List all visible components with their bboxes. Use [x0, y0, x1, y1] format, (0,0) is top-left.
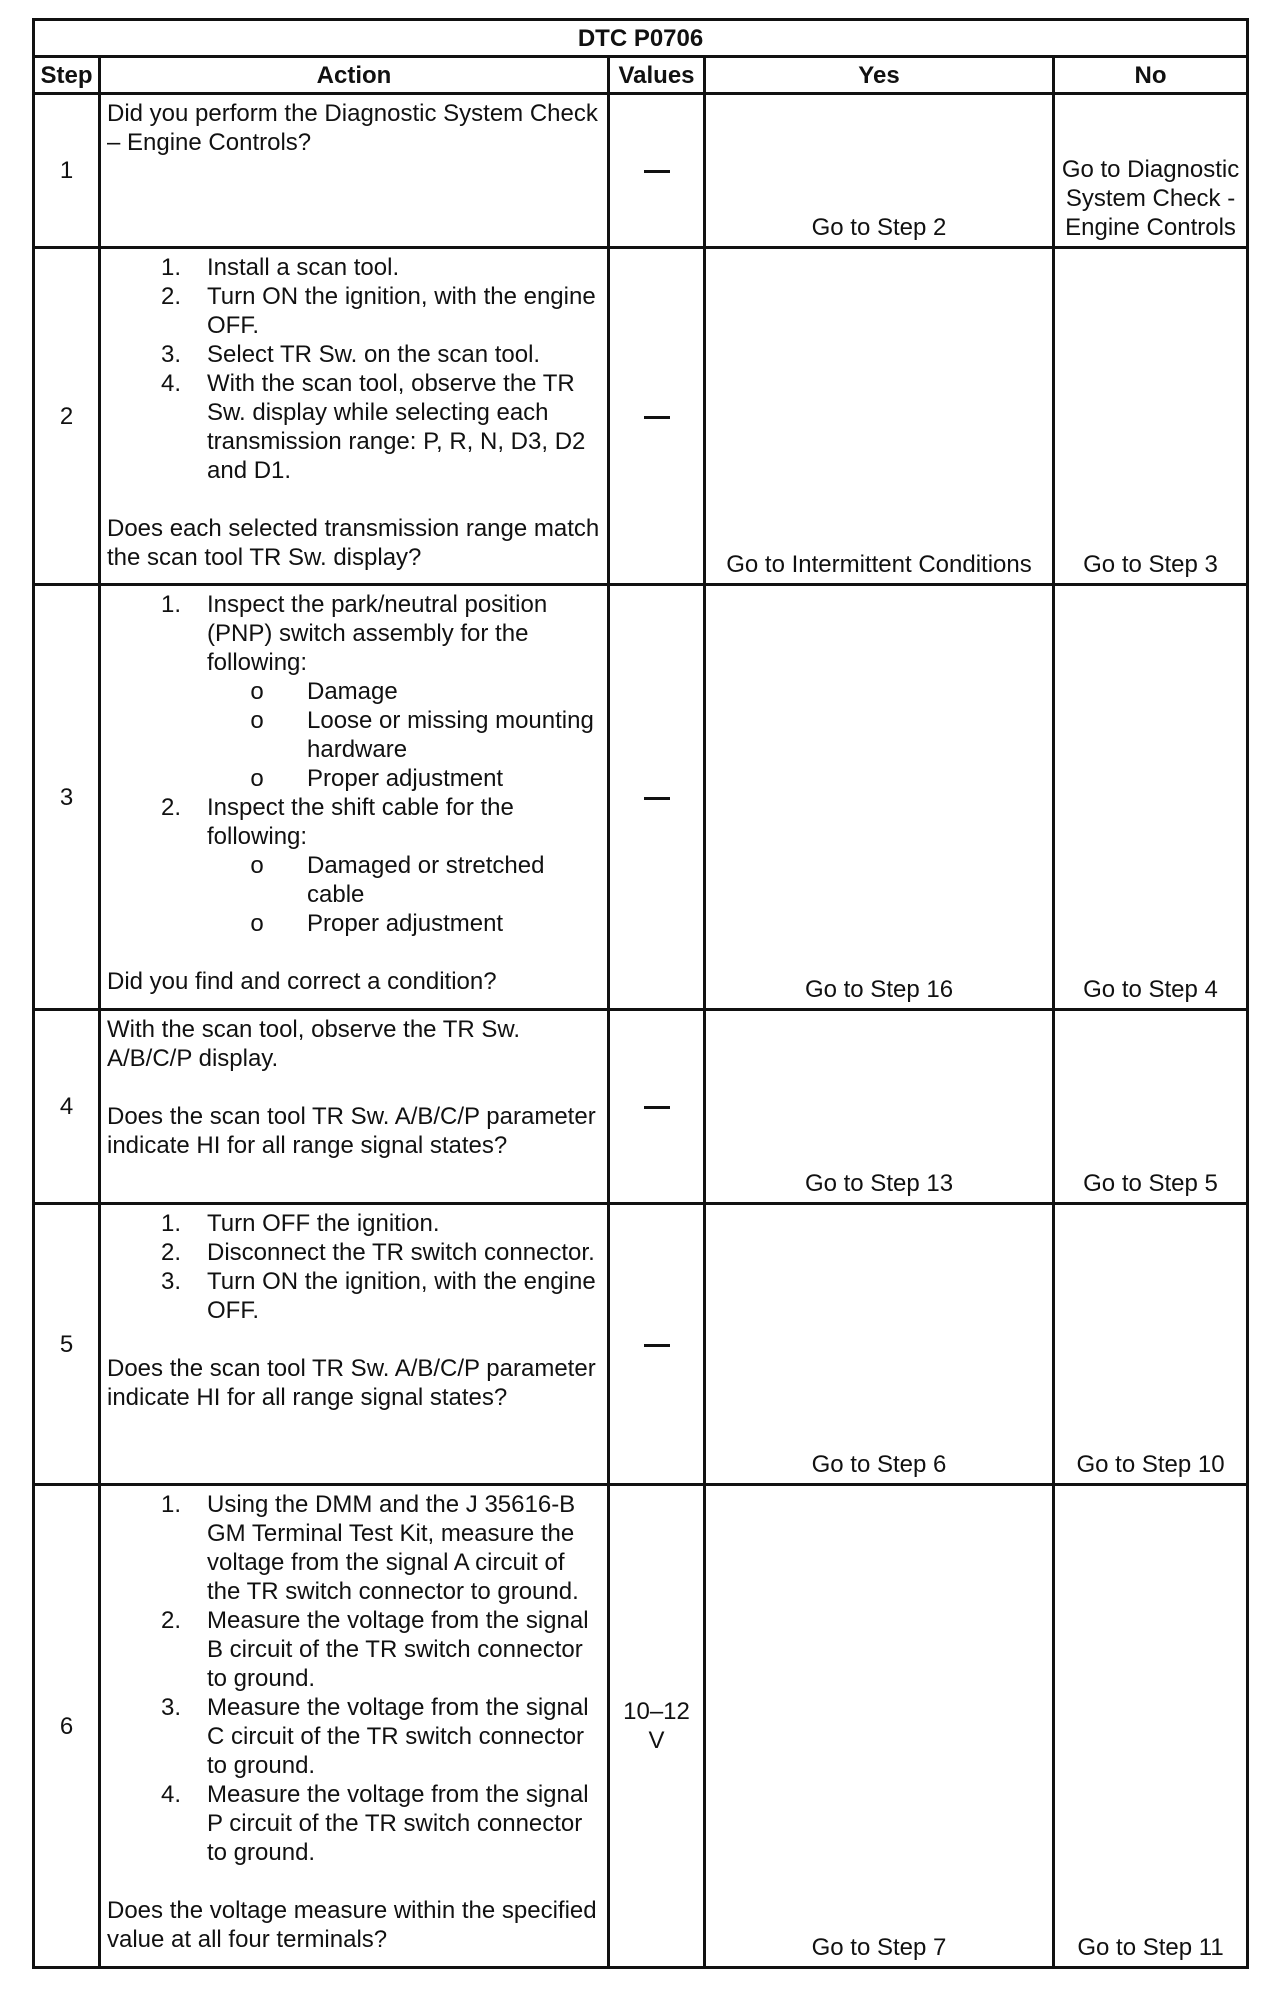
step-item-text: Measure the voltage from the signal C circuit of the TR switch connector to ground.: [207, 1694, 589, 1779]
no-action: Go to Diagnostic System Check - Engine Controls: [1054, 94, 1248, 248]
step-item-text: Select TR Sw. on the scan tool.: [207, 341, 541, 368]
step-item-content: [207, 1490, 601, 1606]
action-question: Does the scan tool TR Sw. A/B/C/P parameter indicate HI for all range signal states?: [107, 1355, 596, 1411]
action-step-item: [107, 1693, 601, 1780]
action-text: Did you perform the Diagnostic System Check – Engine Controls?: [107, 100, 598, 156]
sub-item-text: Damage: [307, 678, 398, 705]
no-action: Go to Step 4: [1054, 585, 1248, 1010]
step-number: 6: [34, 1485, 100, 1968]
values-dash: [644, 1344, 670, 1347]
step-item-content: [207, 1209, 601, 1238]
action-step-item: [107, 1490, 601, 1606]
step-item-text: Disconnect the TR switch connector.: [207, 1239, 595, 1266]
action-cell: [100, 1204, 609, 1485]
sub-item-text: Proper adjustment: [307, 765, 504, 792]
table-row: [34, 1010, 1248, 1204]
step-item-number: 3.: [160, 1694, 181, 1721]
table-row: [34, 248, 1248, 585]
step-item-text: With the scan tool, observe the TR Sw. display while selecting each transmission range: P, R, N, D3, D2 and D1.: [207, 370, 586, 484]
action-step-item: [107, 590, 601, 793]
step-item-number: 3.: [160, 1268, 181, 1295]
step-number: 4: [34, 1010, 100, 1204]
action-step-list: [107, 590, 601, 938]
sub-item-text: Damaged or stretched cable: [307, 852, 545, 908]
table-title: DTC P0706: [34, 20, 1248, 57]
bullet-icon: [207, 706, 307, 764]
action-question: Does the scan tool TR Sw. A/B/C/P parameter indicate HI for all range signal states?: [107, 1103, 596, 1159]
yes-action: Go to Step 6: [705, 1204, 1054, 1485]
action-text: With the scan tool, observe the TR Sw. A/B/C/P display.: [107, 1016, 521, 1072]
no-action: Go to Step 5: [1054, 1010, 1248, 1204]
step-item-text: Using the DMM and the J 35616-B GM Terminal Test Kit, measure the voltage from the signal A circuit of the TR switch connector to ground.: [207, 1491, 579, 1605]
step-item-content: [207, 793, 601, 938]
step-item-text: Inspect the shift cable for the following:: [207, 794, 514, 850]
action-cell: [100, 248, 609, 585]
table-row: [34, 1204, 1248, 1485]
step-item-content: [207, 1606, 601, 1693]
step-item-text: Turn ON the ignition, with the engine OFF.: [207, 283, 596, 339]
action-cell: [100, 585, 609, 1010]
action-step-item: [107, 1780, 601, 1867]
yes-action: Go to Step 16: [705, 585, 1054, 1010]
action-step-item: [107, 1267, 601, 1325]
column-header-values: Values: [609, 57, 705, 94]
bullet-icon: [207, 677, 307, 706]
column-header-yes: Yes: [705, 57, 1054, 94]
values-cell: [609, 1204, 705, 1485]
action-step-item: [107, 282, 601, 340]
step-item-number: 2.: [160, 1607, 181, 1634]
action-question: Does the voltage measure within the specified value at all four terminals?: [107, 1897, 597, 1953]
step-item-text: Install a scan tool.: [207, 254, 400, 281]
no-action: Go to Step 3: [1054, 248, 1248, 585]
values-cell: [609, 94, 705, 248]
action-cell: [100, 94, 609, 248]
step-number: 2: [34, 248, 100, 585]
yes-action: Go to Step 13: [705, 1010, 1054, 1204]
step-item-number: 1.: [160, 1210, 181, 1237]
yes-action: Go to Intermittent Conditions: [705, 248, 1054, 585]
table-row: [34, 585, 1248, 1010]
bullet-icon: [207, 851, 307, 909]
sub-item: [207, 764, 601, 793]
step-number: 3: [34, 585, 100, 1010]
action-step-item: [107, 793, 601, 938]
step-item-content: [207, 1693, 601, 1780]
step-item-content: [207, 590, 601, 793]
step-item-text: Turn ON the ignition, with the engine OFF.: [207, 1268, 596, 1324]
step-item-text: Inspect the park/neutral position (PNP) switch assembly for the following:: [207, 591, 548, 676]
table-title-row: [34, 20, 1248, 57]
step-item-number: 1.: [160, 591, 181, 618]
yes-action: Go to Step 2: [705, 94, 1054, 248]
step-item-number: 2.: [160, 1239, 181, 1266]
values-cell: [609, 585, 705, 1010]
values-cell: 10–12 V: [609, 1485, 705, 1968]
step-item-number: 1.: [160, 254, 181, 281]
column-header-action: Action: [100, 57, 609, 94]
step-item-number: 3.: [160, 341, 181, 368]
step-item-number: 2.: [160, 283, 181, 310]
step-item-content: [207, 369, 601, 485]
no-action: Go to Step 11: [1054, 1485, 1248, 1968]
sub-item-list: [207, 851, 601, 938]
step-number: 5: [34, 1204, 100, 1485]
action-question: Did you find and correct a condition?: [107, 968, 497, 995]
table-row: [34, 1485, 1248, 1968]
step-number: 1: [34, 94, 100, 248]
values-dash: [644, 797, 670, 800]
values-dash: [644, 1106, 670, 1109]
bullet-icon: [207, 909, 307, 938]
step-item-content: [207, 1780, 601, 1867]
column-header-no: No: [1054, 57, 1248, 94]
bullet-icon: [207, 764, 307, 793]
step-item-text: Measure the voltage from the signal P circuit of the TR switch connector to ground.: [207, 1781, 589, 1866]
action-step-list: [107, 1490, 601, 1867]
values-dash: [644, 416, 670, 419]
sub-item-list: [207, 677, 601, 793]
sub-item: [207, 909, 601, 938]
diagnostic-table: [32, 18, 1249, 1969]
sub-item: [207, 851, 601, 909]
step-item-number: 1.: [160, 1491, 181, 1518]
step-item-number: 2.: [160, 794, 181, 821]
step-item-text: Turn OFF the ignition.: [207, 1210, 440, 1237]
column-header-step: Step: [34, 57, 100, 94]
action-step-item: [107, 340, 601, 369]
action-step-list: [107, 1209, 601, 1325]
values-cell: [609, 248, 705, 585]
table-body: [34, 94, 1248, 1968]
no-action: Go to Step 10: [1054, 1204, 1248, 1485]
step-item-number: 4.: [160, 370, 181, 397]
action-step-item: [107, 369, 601, 485]
action-step-item: [107, 1209, 601, 1238]
action-step-item: [107, 253, 601, 282]
sub-item: [207, 706, 601, 764]
action-question: Does each selected transmission range match the scan tool TR Sw. display?: [107, 515, 600, 571]
table-row: [34, 94, 1248, 248]
action-step-list: [107, 253, 601, 485]
action-cell: [100, 1010, 609, 1204]
step-item-content: [207, 1238, 601, 1267]
yes-action: Go to Step 7: [705, 1485, 1054, 1968]
step-item-content: [207, 340, 601, 369]
action-step-item: [107, 1238, 601, 1267]
action-step-item: [107, 1606, 601, 1693]
action-cell: [100, 1485, 609, 1968]
step-item-number: 4.: [160, 1781, 181, 1808]
sub-item: [207, 677, 601, 706]
sub-item-text: Loose or missing mounting hardware: [307, 707, 594, 763]
step-item-content: [207, 1267, 601, 1325]
step-item-text: Measure the voltage from the signal B circuit of the TR switch connector to ground.: [207, 1607, 589, 1692]
values-cell: [609, 1010, 705, 1204]
column-header-row: [34, 57, 1248, 94]
step-item-content: [207, 282, 601, 340]
sub-item-text: Proper adjustment: [307, 910, 504, 937]
step-item-content: [207, 253, 601, 282]
values-dash: [644, 170, 670, 173]
